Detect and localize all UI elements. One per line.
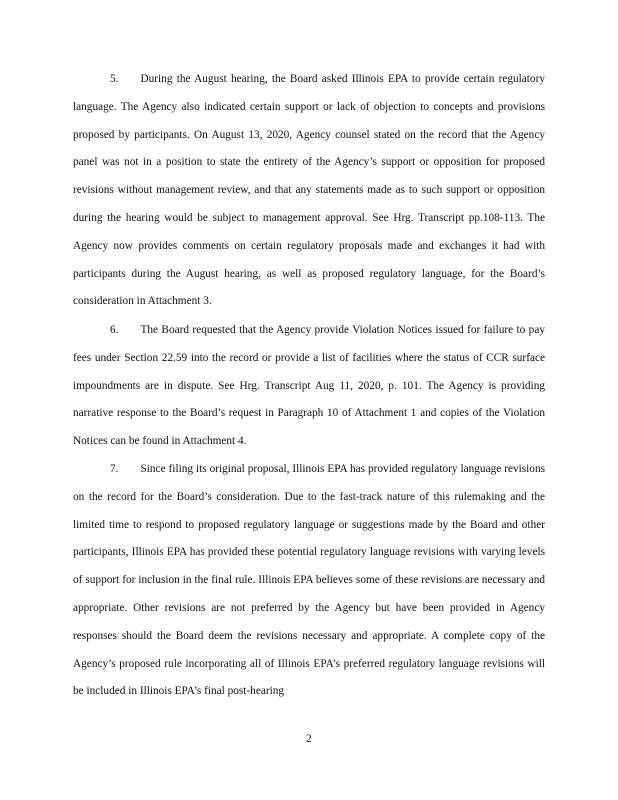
paragraph-number: 7.: [110, 463, 119, 475]
paragraph-6: [73, 317, 545, 456]
paragraph-number: 6.: [110, 324, 119, 336]
paragraph-text: The Board requested that the Agency provide Violation Notices issued for failure to pay fees under Section 22.59 into the record or provide a list of facilities where the status of CCR surface impoundments are in dispute. See Hrg. Transcript Aug 11, 2020, p. 101. The Agency is providing narrative response to the Board’s request in Paragraph 10 of Attachment 1 and copies of the Violation Notices can be found in Attachment 4.: [73, 324, 545, 448]
page-number: 2: [306, 733, 312, 745]
paragraph-number: 5.: [110, 73, 119, 85]
paragraph-text: During the August hearing, the Board asked Illinois EPA to provide certain regulatory language. The Agency also indicated certain support or lack of objection to concepts and provisions proposed by participants. On August 13, 2020, Agency counsel stated on the record that the Agency panel was not in a position to state the entirety of the Agency’s support or opposition for proposed revisions without management review, and that any statements made as to such support or opposition during the hearing would be subject to management approval. See Hrg. Transcript pp.108-113. The Agency now provides comments on certain regulatory proposals made and exchanges it had with participants during the August hearing, as well as proposed regulatory language, for the Board’s consideration in Attachment 3.: [73, 73, 545, 308]
paragraph-7: [73, 456, 545, 706]
paragraph-text: Since filing its original proposal, Illinois EPA has provided regulatory language revisions on the record for the Board’s consideration. Due to the fast-track nature of this rulemaking and the limited time to respond to proposed regulatory language or suggestions made by the Board and other participants, Illinois EPA has provided these potential regulatory language revisions with varying levels of support for inclusion in the final rule. Illinois EPA believes some of these revisions are necessary and appropriate. Other revisions are not preferred by the Agency but have been provided in Agency responses should the Board deem the revisions necessary and appropriate. A complete copy of the Agency’s proposed rule incorporating all of Illinois EPA’s preferred regulatory language revisions will be included in Illinois EPA’s final post-hearing: [73, 463, 545, 698]
paragraph-5: [73, 66, 545, 316]
